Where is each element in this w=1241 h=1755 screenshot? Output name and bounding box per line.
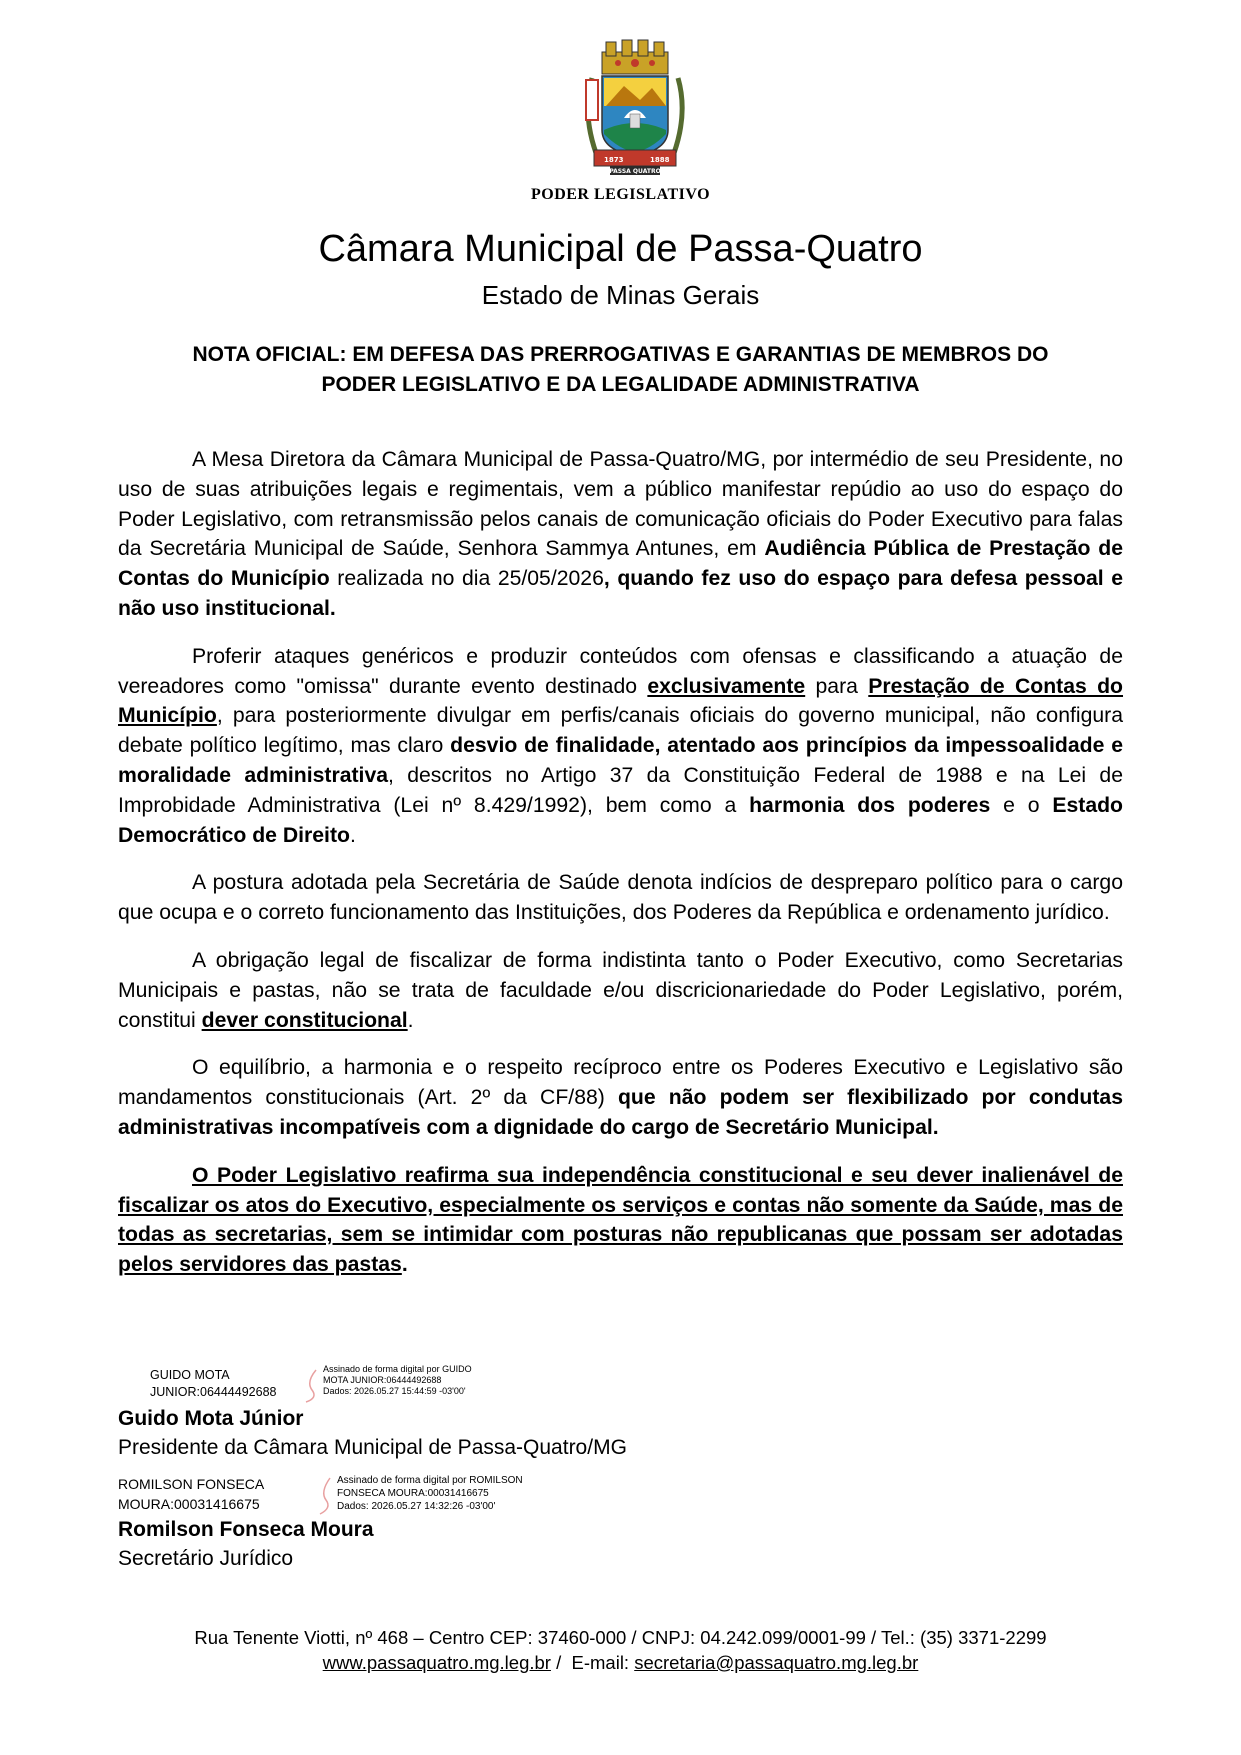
p4-underline-dever: dever constitucional xyxy=(201,1008,408,1032)
p5-bold: que não podem ser flexibilizado por condutas administrativas incompatíveis com a dignidade do cargo de Secretário Municipal. xyxy=(118,1086,1123,1139)
page-subtitle: Estado de Minas Gerais xyxy=(481,280,760,310)
p6-underline-bold: O Poder Legislativo reafirma sua independência constitucional e seu dever inalienável de fiscalizar os atos do Executivo, especialmente os serviços e contas não somente da Saúde, mas de todas as secretarias, sem se intimidar com posturas não republicanas que possam ser adotadas pelos servidores das pastas xyxy=(118,1163,1123,1277)
paragraph-4 xyxy=(118,946,1123,1035)
coat-of-arms-icon xyxy=(580,38,690,176)
crest-year-left: 1873 xyxy=(604,156,624,164)
p1-bold: Audiência Pública de Prestação de Contas do Município xyxy=(118,537,1124,591)
paragraph-5 xyxy=(118,1053,1123,1142)
signatory-1-name: Guido Mota Júnior xyxy=(118,1407,304,1430)
paragraph-6 xyxy=(118,1161,1123,1280)
sig2-cert-line-3: Dados: 2026.05.27 14:32:26 -03'00' xyxy=(337,1501,496,1512)
signature-2-cert-name xyxy=(118,1474,318,1514)
signatory-2-role: Secretário Jurídico xyxy=(118,1547,294,1570)
sig1-cert-line-2: MOTA JUNIOR:06444492688 xyxy=(323,1375,442,1385)
sig2-cert-line-1: Assinado de forma digital por ROMILSON xyxy=(337,1475,523,1486)
footer-email-link[interactable]: secretaria@passaquatro.mg.leg.br xyxy=(634,1652,919,1673)
poder-legislativo-label: PODER LEGISLATIVO xyxy=(530,186,711,203)
sig1-cert-line-1: Assinado de forma digital por GUIDO xyxy=(323,1364,472,1374)
footer-contact xyxy=(0,1652,1241,1674)
p2-text-mid: , para posteriormente divulgar em perfis/canais oficiais do governo municipal, não configura debate político legítimo, mas claro xyxy=(118,704,1123,758)
p2-text-para: para xyxy=(805,674,869,698)
footer-separator: / E-mail: xyxy=(550,1652,635,1673)
p2-bold-estado: Estado Democrático de Direito xyxy=(118,793,1123,847)
signature-1-cert-details xyxy=(323,1364,543,1397)
sig2-cert-line-2: FONSECA MOURA:00031416675 xyxy=(337,1488,489,1499)
sig1-cert-line-3: Dados: 2026.05.27 15:44:59 -03'00' xyxy=(323,1386,466,1396)
crest-banner: PASSA QUATRO xyxy=(609,168,661,175)
footer-website-link[interactable]: www.passaquatro.mg.leg.br xyxy=(322,1652,551,1673)
sig1-cert-name-line-1: GUIDO MOTA xyxy=(150,1368,230,1382)
p2-bold-desvio: desvio de finalidade, atentado aos princípios da impessoalidade e moralidade administrativa xyxy=(118,734,1123,787)
document-body xyxy=(118,445,1123,1298)
nota-oficial-heading xyxy=(118,340,1123,400)
nota-heading-line-2: PODER LEGISLATIVO E DA LEGALIDADE ADMINISTRATIVA xyxy=(321,373,920,396)
sig2-cert-name-line-2: MOURA:00031416675 xyxy=(118,1496,260,1512)
sig2-cert-name-line-1: ROMILSON FONSECA xyxy=(118,1476,265,1492)
p5-text: O equilíbrio, a harmonia e o respeito recíproco entre os Poderes Executivo e Legislativo são mandamentos constitucionais (Art. 2º da CF/88) xyxy=(118,1056,1123,1110)
signature-2-cert-details xyxy=(337,1474,577,1513)
signature-2-mark-icon xyxy=(316,1476,336,1516)
p1-text-date: realizada no dia 25/05/2026 xyxy=(329,567,604,591)
p1-bold-end: , quando fez uso do espaço para defesa pessoal e não uso institucional. xyxy=(118,567,1123,620)
nota-heading-line-1: NOTA OFICIAL: EM DEFESA DAS PRERROGATIVAS E GARANTIAS DE MEMBROS DO xyxy=(192,343,1049,366)
signature-1-mark-icon xyxy=(302,1368,322,1404)
crest-year-right: 1888 xyxy=(650,156,670,164)
paragraph-3: A postura adotada pela Secretária de Saúde denota indícios de despreparo político para o cargo que ocupa e o correto funcionamento das Instituições, dos Poderes da República e ordenamento jurídico. xyxy=(118,871,1123,925)
p6-period: . xyxy=(401,1253,408,1277)
p2-underline-exclusivamente: exclusivamente xyxy=(647,674,806,698)
signatory-1-role: Presidente da Câmara Municipal de Passa-Quatro/MG xyxy=(118,1436,627,1459)
p4-period: . xyxy=(407,1008,414,1032)
paragraph-1 xyxy=(118,445,1123,624)
p2-text-artigo: , descritos no Artigo 37 da Constituição Federal de 1988 e na Lei de Improbidade Administrativa (Lei nº 8.429/1992), bem como a xyxy=(118,763,1123,817)
p4-text: A obrigação legal de fiscalizar de forma indistinta tanto o Poder Executivo, como Secretarias Municipais e pastas, não se trata de faculdade e/ou discricionariedade do Poder Legislativo, porém, constitui xyxy=(118,948,1123,1032)
sig1-cert-name-line-2: JUNIOR:06444492688 xyxy=(150,1385,277,1399)
signatory-2-name: Romilson Fonseca Moura xyxy=(118,1518,374,1541)
p2-text-e-o: e o xyxy=(990,793,1053,817)
p2-text: Proferir ataques genéricos e produzir conteúdos com ofensas e classificando a atuação de vereadores como "omissa" durante evento destinado xyxy=(118,644,1123,698)
p2-underline-prestacao: Prestação de Contas do Município xyxy=(118,674,1124,728)
p2-period: . xyxy=(349,823,356,847)
paragraph-2 xyxy=(118,642,1123,851)
signature-1-cert-name xyxy=(150,1367,300,1401)
p2-bold-harmonia: harmonia dos poderes xyxy=(749,793,991,817)
p1-text: A Mesa Diretora da Câmara Municipal de Passa-Quatro/MG, por intermédio de seu Presidente, no uso de suas atribuições legais e regimentais, vem a público manifestar repúdio ao uso do espaço do Poder Legislativo, com retransmissão pelos canais de comunicação oficiais do Poder Executivo para falas da Secretária Municipal de Saúde, Senhora Sammya Antunes, em xyxy=(118,448,1123,561)
footer-address: Rua Tenente Viotti, nº 468 – Centro CEP: 37460-000 / CNPJ: 04.242.099/0001-99 / Tel.: (35) 3371-2299 xyxy=(194,1627,1047,1648)
page-title: Câmara Municipal de Passa-Quatro xyxy=(318,228,923,270)
